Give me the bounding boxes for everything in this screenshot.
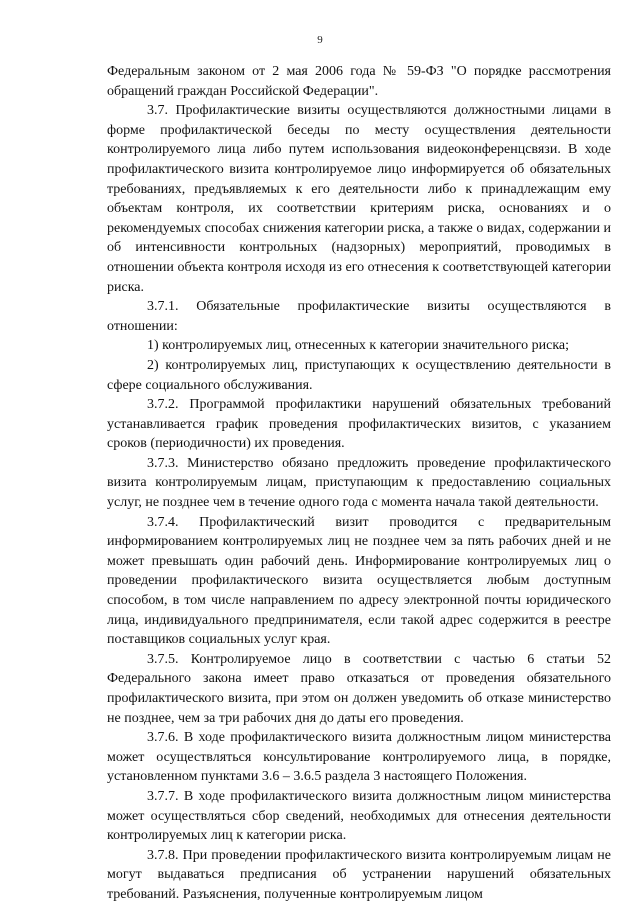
paragraph: 3.7.2. Программой профилактики нарушений обязательных требований устанавливается график проведения профилактических визитов, с указанием сроков (периодичности) их проведения.: [107, 397, 611, 452]
paragraph: 3.7.7. В ходе профилактического визита должностным лицом министерства может осуществляться сбор сведений, необходимых для отнесения деятельности контролируемых лиц к категории риска.: [107, 788, 611, 844]
paragraph: 3.7.6. В ходе профилактического визита должностным лицом министерства может осуществляться консультирование контролируемого лица, в порядке, установленном пунктами 3.6 – 3.6.5 раздела 3 настоящего Положения.: [107, 730, 611, 785]
paragraph: 3.7.3. Министерство обязано предложить проведение профилактического визита контролируемым лицам, приступающим к предоставлению социальных услуг, не позднее чем в течение одного года с момента начала такой деятельности.: [107, 455, 611, 511]
paragraph: Федеральным законом от 2 мая 2006 года № 59-ФЗ "О порядке рассмотрения обращений граждан Российской Федерации".: [107, 64, 611, 99]
paragraph: 2) контролируемых лиц, приступающих к осуществлению деятельности в сфере социального обслуживания.: [107, 357, 611, 393]
paragraph: 1) контролируемых лиц, отнесенных к категории значительного риска;: [147, 338, 570, 354]
paragraph: 3.7.4. Профилактический визит проводится с предварительным информированием контролируемых лиц не позднее чем за пять рабочих дней и не может превышать один рабочий день. Информирование контролируемых лиц о проведении профилактического визита осуществляется любым доступным способом, в том числе направлением по адресу электронной почты юридического лица, индивидуального предпринимателя, если такой адрес содержится в реестре поставщиков социальных услуг края.: [107, 514, 611, 648]
paragraph: 3.7.5. Контролируемое лицо в соответствии с частью 6 статьи 52 Федерального закона имеет право отказаться от проведения обязательного профилактического визита, при этом он должен уведомить об отказе министерство не позднее, чем за три рабочих дня до даты его проведения.: [107, 651, 611, 726]
paragraph: 3.7.1. Обязательные профилактические визиты осуществляются в отношении:: [107, 299, 611, 334]
page-number: 9: [317, 34, 323, 46]
paragraph: 3.7. Профилактические визиты осуществляются должностными лицами в форме профилактической беседы по месту осуществления деятельности контролируемого лица либо путем использования видеоконференцсвязи. В ходе профилактического визита контролируемое лицо информируется об обязательных требованиях, предъявляемых к его деятельности либо к принадлежащим ему объектам контроля, их соответствии критериям риска, основаниях и о рекомендуемых способах снижения категории риска, а также о видах, содержании и об интенсивности контрольных (надзорных) мероприятий, проводимых в отношении объекта контроля исходя из его отнесения к соответствующей категории риска.: [107, 103, 611, 295]
paragraph: 3.7.8. При проведении профилактического визита контролируемым лицам не могут выдаваться предписания об устранении нарушений обязательных требований. Разъяснения, полученные контролируемым лицом: [107, 847, 611, 902]
document-body: [107, 62, 611, 905]
